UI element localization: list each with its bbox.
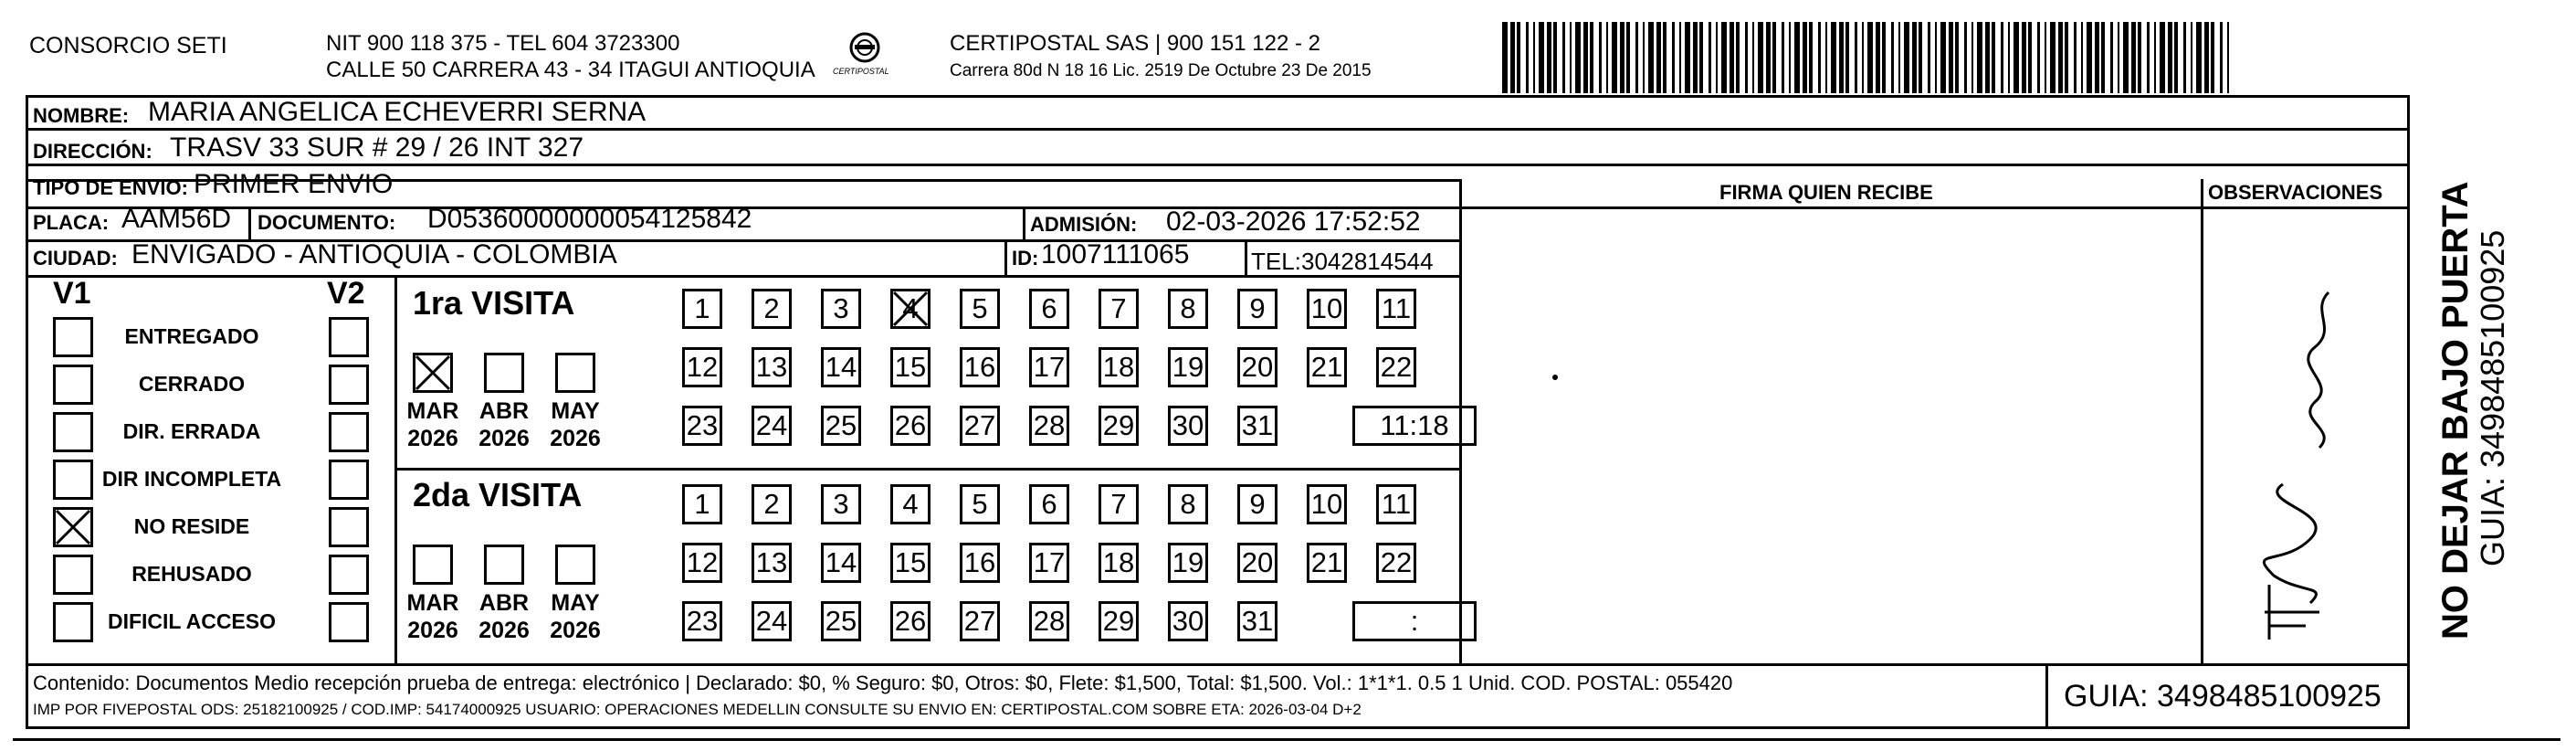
day-box[interactable]: 23	[682, 406, 722, 446]
status-label: DIFICIL ACCESO	[107, 609, 276, 633]
day-box[interactable]: 18	[1099, 347, 1139, 387]
day-box[interactable]: 22	[1376, 543, 1416, 583]
v2-checkbox[interactable]	[329, 555, 369, 595]
month-checkbox[interactable]	[555, 353, 595, 393]
day-box[interactable]: 18	[1099, 543, 1139, 583]
admision-label: ADMISIÓN:	[1030, 213, 1138, 236]
nombre-label: NOMBRE:	[33, 104, 130, 127]
day-box[interactable]: 19	[1168, 347, 1208, 387]
day-box[interactable]: 20	[1237, 543, 1277, 583]
observaciones-header: OBSERVACIONES	[2208, 181, 2383, 204]
day-box[interactable]: 25	[821, 406, 861, 446]
month-label: MAR	[406, 398, 459, 424]
status-label: ENTREGADO	[124, 324, 259, 348]
day-box[interactable]: 29	[1099, 406, 1139, 446]
status-label: REHUSADO	[131, 562, 252, 586]
day-box[interactable]: 10	[1307, 484, 1347, 524]
day-box[interactable]: 12	[682, 347, 722, 387]
status-label: DIR. ERRADA	[122, 419, 261, 443]
day-box[interactable]: 3	[821, 289, 861, 329]
certipostal-logo	[833, 31, 897, 82]
day-box[interactable]: 4	[890, 289, 931, 329]
day-box[interactable]: 23	[682, 601, 722, 641]
day-box[interactable]: 31	[1237, 601, 1277, 641]
day-box[interactable]: 10	[1307, 289, 1347, 329]
visita2-title: 2da VISITA	[413, 476, 583, 513]
certipostal-line: CERTIPOSTAL SAS | 900 151 122 - 2	[950, 31, 1320, 56]
day-box[interactable]: 22	[1376, 347, 1416, 387]
day-box[interactable]: 2	[752, 289, 792, 329]
month-label: MAR	[406, 590, 459, 616]
day-box[interactable]: 9	[1237, 484, 1277, 524]
day-box[interactable]: 24	[752, 406, 792, 446]
month-checkbox[interactable]	[413, 545, 453, 585]
documento-label: DOCUMENTO:	[258, 211, 396, 234]
day-box[interactable]: 4	[890, 484, 931, 524]
day-box[interactable]: 27	[960, 601, 1000, 641]
day-box[interactable]: 3	[821, 484, 861, 524]
tipo-value: PRIMER ENVIO	[194, 169, 394, 199]
day-box[interactable]: 30	[1168, 601, 1208, 641]
placa-label: PLACA:	[33, 211, 110, 234]
day-box[interactable]: 21	[1307, 543, 1347, 583]
day-box[interactable]: 2	[752, 484, 792, 524]
day-box[interactable]: 24	[752, 601, 792, 641]
no-dejar-warning: NO DEJAR BAJO PUERTA	[2435, 181, 2476, 640]
documento-value: D05360000000054125842	[427, 204, 752, 234]
nombre-value: MARIA ANGELICA ECHEVERRI SERNA	[148, 97, 647, 127]
month-checkbox[interactable]	[484, 353, 524, 393]
day-box[interactable]: 8	[1168, 484, 1208, 524]
day-box[interactable]: 28	[1029, 406, 1069, 446]
license-line: Carrera 80d N 18 16 Lic. 2519 De Octubre 23 De 2015	[950, 61, 1372, 80]
day-box[interactable]: 15	[890, 347, 931, 387]
day-box[interactable]: 9	[1237, 289, 1277, 329]
day-box[interactable]: 16	[960, 543, 1000, 583]
visita1-title: 1ra VISITA	[413, 284, 575, 322]
ciudad-value: ENVIGADO - ANTIOQUIA - COLOMBIA	[131, 239, 617, 270]
day-box[interactable]: 20	[1237, 347, 1277, 387]
admision-value: 02-03-2026 17:52:52	[1166, 206, 1421, 237]
v2-checkbox[interactable]	[329, 317, 369, 357]
day-box[interactable]: 5	[960, 484, 1000, 524]
handwritten-signature	[2228, 274, 2365, 658]
day-box[interactable]: 8	[1168, 289, 1208, 329]
time-box[interactable]: :	[1352, 601, 1477, 641]
id-label: ID:	[1012, 247, 1039, 270]
month-check-mark	[413, 353, 453, 393]
day-box[interactable]: 6	[1029, 484, 1069, 524]
time-box[interactable]: 11:18	[1352, 406, 1477, 446]
status-label: CERRADO	[138, 372, 246, 396]
year-label: 2026	[407, 426, 458, 451]
day-box[interactable]: 30	[1168, 406, 1208, 446]
company-name: CONSORCIO SETI	[29, 33, 227, 58]
day-check-mark	[890, 289, 931, 329]
day-box[interactable]: 17	[1029, 543, 1069, 583]
nit-line: NIT 900 118 375 - TEL 604 3723300	[326, 31, 680, 56]
month-label: MAY	[551, 398, 600, 424]
day-box[interactable]: 14	[821, 543, 861, 583]
v2-checkbox[interactable]	[329, 365, 369, 405]
v2-checkbox[interactable]	[329, 507, 369, 547]
day-box[interactable]: 13	[752, 347, 792, 387]
day-box[interactable]: 11	[1376, 289, 1416, 329]
day-box[interactable]: 6	[1029, 289, 1069, 329]
footer-line2: IMP POR FIVEPOSTAL ODS: 25182100925 / COD.IMP: 54174000925 USUARIO: OPERACIONES MEDELLIN CONSULTE SU ENVIO EN: CERTIPOSTAL.COM SOBRE ETA: 2026-03-04 D+2	[33, 701, 1362, 718]
id-value: 1007111065	[1041, 239, 1190, 270]
day-box[interactable]: 17	[1029, 347, 1069, 387]
day-box[interactable]: 16	[960, 347, 1000, 387]
year-label: 2026	[478, 426, 530, 451]
footer-guia: GUIA: 3498485100925	[2064, 679, 2381, 714]
day-box[interactable]: 31	[1237, 406, 1277, 446]
tel-label: TEL:	[1251, 248, 1301, 275]
v2-checkbox[interactable]	[329, 412, 369, 452]
year-label: 2026	[407, 618, 458, 643]
ciudad-label: CIUDAD:	[33, 247, 118, 270]
day-box[interactable]: 5	[960, 289, 1000, 329]
logo-text: CERTIPOSTAL	[833, 67, 889, 76]
day-box[interactable]: 28	[1029, 601, 1069, 641]
month-label: ABR	[478, 590, 530, 616]
day-box[interactable]: 26	[890, 406, 931, 446]
month-checkbox[interactable]	[413, 353, 453, 393]
day-box[interactable]: 29	[1099, 601, 1139, 641]
day-box[interactable]: 15	[890, 543, 931, 583]
day-box[interactable]: 1	[682, 289, 722, 329]
day-box[interactable]: 27	[960, 406, 1000, 446]
day-box[interactable]: 21	[1307, 347, 1347, 387]
tipo-label: TIPO DE ENVIO:	[33, 176, 188, 199]
day-box[interactable]: 7	[1099, 484, 1139, 524]
footer-line1: Contenido: Documentos Medio recepción prueba de entrega: electrónico | Declarado: $0, % Seguro: $0, Otros: $0, Flete: $1,500, Total: $1,500. Vol.: 1*1*1. 0.5 1 Unid. COD. POSTAL: 055420	[33, 672, 1733, 694]
v2-checkbox[interactable]	[329, 602, 369, 642]
day-box[interactable]: 7	[1099, 289, 1139, 329]
day-box[interactable]: 11	[1376, 484, 1416, 524]
day-box[interactable]: 14	[821, 347, 861, 387]
placa-value: AAM56D	[121, 204, 232, 234]
year-label: 2026	[478, 618, 530, 643]
v2-checkbox[interactable]	[329, 460, 369, 500]
direccion-value: TRASV 33 SUR # 29 / 26 INT 327	[170, 132, 584, 163]
year-label: 2026	[550, 426, 601, 451]
day-box[interactable]: 1	[682, 484, 722, 524]
barcode	[1502, 22, 2233, 93]
day-box[interactable]: 13	[752, 543, 792, 583]
month-checkbox[interactable]	[555, 545, 595, 585]
day-box[interactable]: 19	[1168, 543, 1208, 583]
v1-label: V1	[53, 276, 91, 311]
side-guia: GUIA: 3498485100925	[2474, 229, 2511, 566]
day-box[interactable]: 12	[682, 543, 722, 583]
status-label: NO RESIDE	[133, 514, 250, 538]
firma-header: FIRMA QUIEN RECIBE	[1719, 181, 1933, 204]
year-label: 2026	[550, 618, 601, 643]
status-label: DIR INCOMPLETA	[101, 467, 282, 491]
month-checkbox[interactable]	[484, 545, 524, 585]
month-label: ABR	[478, 398, 530, 424]
day-box[interactable]: 26	[890, 601, 931, 641]
month-label: MAY	[551, 590, 600, 616]
address-line: CALLE 50 CARRERA 43 - 34 ITAGUI ANTIOQUIA	[326, 58, 815, 82]
day-box[interactable]: 25	[821, 601, 861, 641]
tel-value: 3042814544	[1301, 248, 1434, 275]
direccion-label: DIRECCIÓN:	[33, 140, 152, 163]
v2-label: V2	[327, 276, 365, 311]
